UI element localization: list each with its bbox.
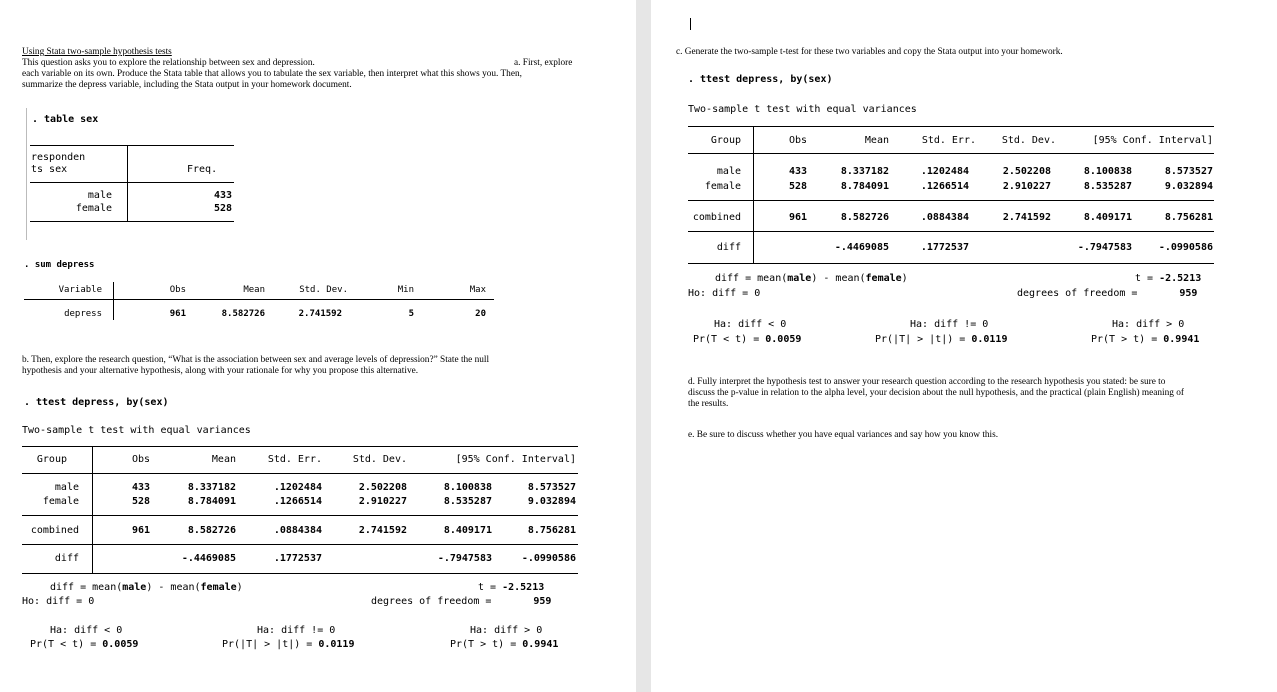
col-header: Obs	[169, 285, 186, 295]
col-header: Std. Dev.	[299, 285, 348, 295]
col-header: Mean	[864, 135, 889, 146]
intro-line-3: summarize the depress variable, including the Stata output in your homework document.	[22, 80, 352, 90]
group-label: male	[716, 166, 741, 177]
summary-cell: 5	[408, 309, 414, 319]
rule	[22, 473, 578, 474]
ttest-cell: .1266514	[920, 181, 969, 192]
group-label: combined	[30, 525, 79, 536]
col-header: Std. Dev.	[1001, 135, 1056, 146]
null-hypothesis: Ho: diff = 0	[22, 596, 95, 607]
table-row-freq: 433	[213, 190, 232, 201]
group-label: female	[42, 496, 79, 507]
alt-hypothesis-gt: Ha: diff > 0	[1112, 319, 1185, 330]
document-page-left	[0, 0, 636, 692]
ttest-cell: 528	[131, 496, 150, 507]
col-header: Std. Err.	[267, 454, 322, 465]
rule	[688, 263, 1214, 264]
p-value-ne: Pr(|T| > |t|) = 0.0119	[222, 639, 355, 650]
ttest-cell: 8.573527	[1164, 166, 1213, 177]
alt-hypothesis-ne: Ha: diff != 0	[910, 319, 989, 330]
question-b	[22, 355, 622, 377]
degrees-of-freedom: degrees of freedom = 959	[1017, 288, 1198, 299]
ttest-cell: 9.032894	[527, 496, 576, 507]
ttest-cell: .1202484	[920, 166, 969, 177]
p-value-lt: Pr(T < t) = 0.0059	[30, 639, 139, 650]
row-header: responden	[31, 152, 86, 163]
document-page-right[interactable]	[651, 0, 1277, 692]
ttest-cell: 2.910227	[1002, 181, 1051, 192]
rule	[22, 544, 578, 545]
ttest-cell: 2.502208	[1002, 166, 1051, 177]
ttest-cell: .1266514	[273, 496, 322, 507]
ttest-cell: 8.100838	[443, 482, 492, 493]
ttest-cell: .0884384	[273, 525, 322, 536]
summary-cell: 8.582726	[221, 309, 265, 319]
rule	[30, 182, 234, 183]
col-header: Min	[397, 285, 414, 295]
alt-hypothesis-gt: Ha: diff > 0	[470, 625, 543, 636]
ttest-title: Two-sample t test with equal variances	[688, 104, 917, 115]
ttest-cell: 433	[131, 482, 150, 493]
ttest-cell: 8.573527	[527, 482, 576, 493]
table-row-label: male	[87, 190, 112, 201]
ttest-cell: 8.582726	[840, 212, 889, 223]
text-cursor	[690, 18, 691, 30]
p-value-lt: Pr(T < t) = 0.0059	[693, 334, 802, 345]
rule	[688, 231, 1214, 232]
col-header: Group	[710, 135, 741, 146]
ttest-cell: 8.784091	[840, 181, 889, 192]
summary-cell: 961	[169, 309, 186, 319]
ttest-cell: -.7947583	[1077, 242, 1132, 253]
sum-depress-command: . sum depress	[24, 260, 95, 270]
ttest-cell: .1772537	[273, 553, 322, 564]
question-d	[688, 377, 1273, 410]
p-value-gt: Pr(T > t) = 0.9941	[1091, 334, 1200, 345]
ttest-cell: 8.784091	[187, 496, 236, 507]
ttest-cell: 8.337182	[187, 482, 236, 493]
ttest-cell: 2.502208	[358, 482, 407, 493]
group-label: male	[54, 482, 79, 493]
alt-hypothesis-lt: Ha: diff < 0	[50, 625, 123, 636]
col-header: [95% Conf. Interval]	[455, 454, 576, 465]
rule	[127, 145, 128, 221]
col-header: Std. Dev.	[352, 454, 407, 465]
assignment-heading: Using Stata two-sample hypothesis tests	[22, 47, 172, 57]
diff-definition: diff = mean(male) - mean(female)	[715, 273, 908, 284]
col-header: Group	[36, 454, 67, 465]
summary-cell: 2.741592	[298, 309, 342, 319]
ttest-cell: 8.582726	[187, 525, 236, 536]
rule	[753, 126, 754, 264]
group-label: diff	[716, 242, 741, 253]
diff-definition: diff = mean(male) - mean(female)	[50, 582, 243, 593]
ttest-command: . ttest depress, by(sex)	[688, 74, 833, 85]
question-d-line: discuss the p-value in relation to the alpha level, your decision about the null hypothesis, and the practical (plain English) meaning of	[688, 388, 1184, 398]
rule	[688, 153, 1214, 154]
col-header: [95% Conf. Interval]	[1092, 135, 1213, 146]
col-header: Std. Err.	[921, 135, 976, 146]
intro-line-1: This question asks you to explore the relationship between sex and depression.	[22, 58, 315, 68]
ttest-cell: .1772537	[920, 242, 969, 253]
group-label: diff	[54, 553, 79, 564]
group-label: female	[704, 181, 741, 192]
question-b-line: hypothesis and your alternative hypothesis, along with your rationale for why you propose this alternative.	[22, 366, 419, 376]
intro-part-a: a. First, explore	[514, 58, 573, 68]
ttest-cell: 8.337182	[840, 166, 889, 177]
ttest-cell: 8.756281	[527, 525, 576, 536]
ttest-cell: 8.535287	[1083, 181, 1132, 192]
row-header: ts sex	[31, 164, 68, 175]
rule	[113, 282, 114, 320]
ttest-cell: 8.535287	[443, 496, 492, 507]
alt-hypothesis-ne: Ha: diff != 0	[257, 625, 336, 636]
ttest-cell: -.4469085	[834, 242, 889, 253]
ttest-cell: -.0990586	[521, 553, 576, 564]
col-header: Obs	[788, 135, 807, 146]
ttest-cell: -.4469085	[181, 553, 236, 564]
rule	[688, 200, 1214, 201]
ttest-cell: 8.100838	[1083, 166, 1132, 177]
selection-bar	[26, 108, 27, 240]
col-header: Max	[469, 285, 486, 295]
rule	[30, 221, 234, 222]
ttest-cell: -.7947583	[437, 553, 492, 564]
summary-cell: depress	[64, 309, 102, 319]
ttest-cell: .0884384	[920, 212, 969, 223]
ttest-cell: .1202484	[273, 482, 322, 493]
question-b-line: b. Then, explore the research question, “What is the association between sex and average levels of depression?” State the null	[22, 355, 490, 365]
ttest-cell: 528	[788, 181, 807, 192]
rule	[22, 573, 578, 574]
col-header: Variable	[58, 285, 102, 295]
assignment-intro	[22, 47, 622, 91]
ttest-cell: 2.741592	[1002, 212, 1051, 223]
ttest-cell: 961	[131, 525, 150, 536]
t-statistic: t = -2.5213	[1135, 273, 1202, 284]
intro-line-2: each variable on its own. Produce the Stata table that allows you to tabulate the sex variable, then interpret what this shows you. Then,	[22, 69, 522, 79]
rule	[22, 446, 578, 447]
rule	[24, 299, 494, 300]
rule	[30, 145, 234, 146]
ttest-command: . ttest depress, by(sex)	[24, 397, 169, 408]
group-label: combined	[692, 212, 741, 223]
table-row-label: female	[75, 203, 112, 214]
rule	[22, 515, 578, 516]
question-c: c. Generate the two-sample t-test for these two variables and copy the Stata output into your homework.	[676, 47, 1063, 57]
ttest-cell: 8.409171	[1083, 212, 1132, 223]
col-header: Obs	[131, 454, 150, 465]
p-value-gt: Pr(T > t) = 0.9941	[450, 639, 559, 650]
page-gutter	[636, 0, 651, 692]
question-e: e. Be sure to discuss whether you have equal variances and say how you know this.	[688, 430, 999, 440]
table-sex-command: . table sex	[32, 114, 99, 125]
alt-hypothesis-lt: Ha: diff < 0	[714, 319, 787, 330]
ttest-title: Two-sample t test with equal variances	[22, 425, 251, 436]
ttest-cell: 9.032894	[1164, 181, 1213, 192]
table-row-freq: 528	[213, 203, 232, 214]
summary-cell: 20	[475, 309, 486, 319]
degrees-of-freedom: degrees of freedom = 959	[371, 596, 552, 607]
ttest-cell: 2.910227	[358, 496, 407, 507]
freq-header: Freq.	[187, 164, 218, 175]
t-statistic: t = -2.5213	[478, 582, 545, 593]
question-d-line: the results.	[688, 399, 729, 409]
ttest-cell: 8.409171	[443, 525, 492, 536]
ttest-cell: 8.756281	[1164, 212, 1213, 223]
ttest-cell: -.0990586	[1158, 242, 1213, 253]
ttest-cell: 433	[788, 166, 807, 177]
ttest-cell: 961	[788, 212, 807, 223]
col-header: Mean	[211, 454, 236, 465]
rule	[92, 446, 93, 574]
question-d-line: d. Fully interpret the hypothesis test to answer your research question according to the research hypothesis you stated: be sure to	[688, 377, 1166, 387]
col-header: Mean	[243, 285, 265, 295]
null-hypothesis: Ho: diff = 0	[688, 288, 761, 299]
ttest-cell: 2.741592	[358, 525, 407, 536]
p-value-ne: Pr(|T| > |t|) = 0.0119	[875, 334, 1008, 345]
rule	[688, 126, 1214, 127]
